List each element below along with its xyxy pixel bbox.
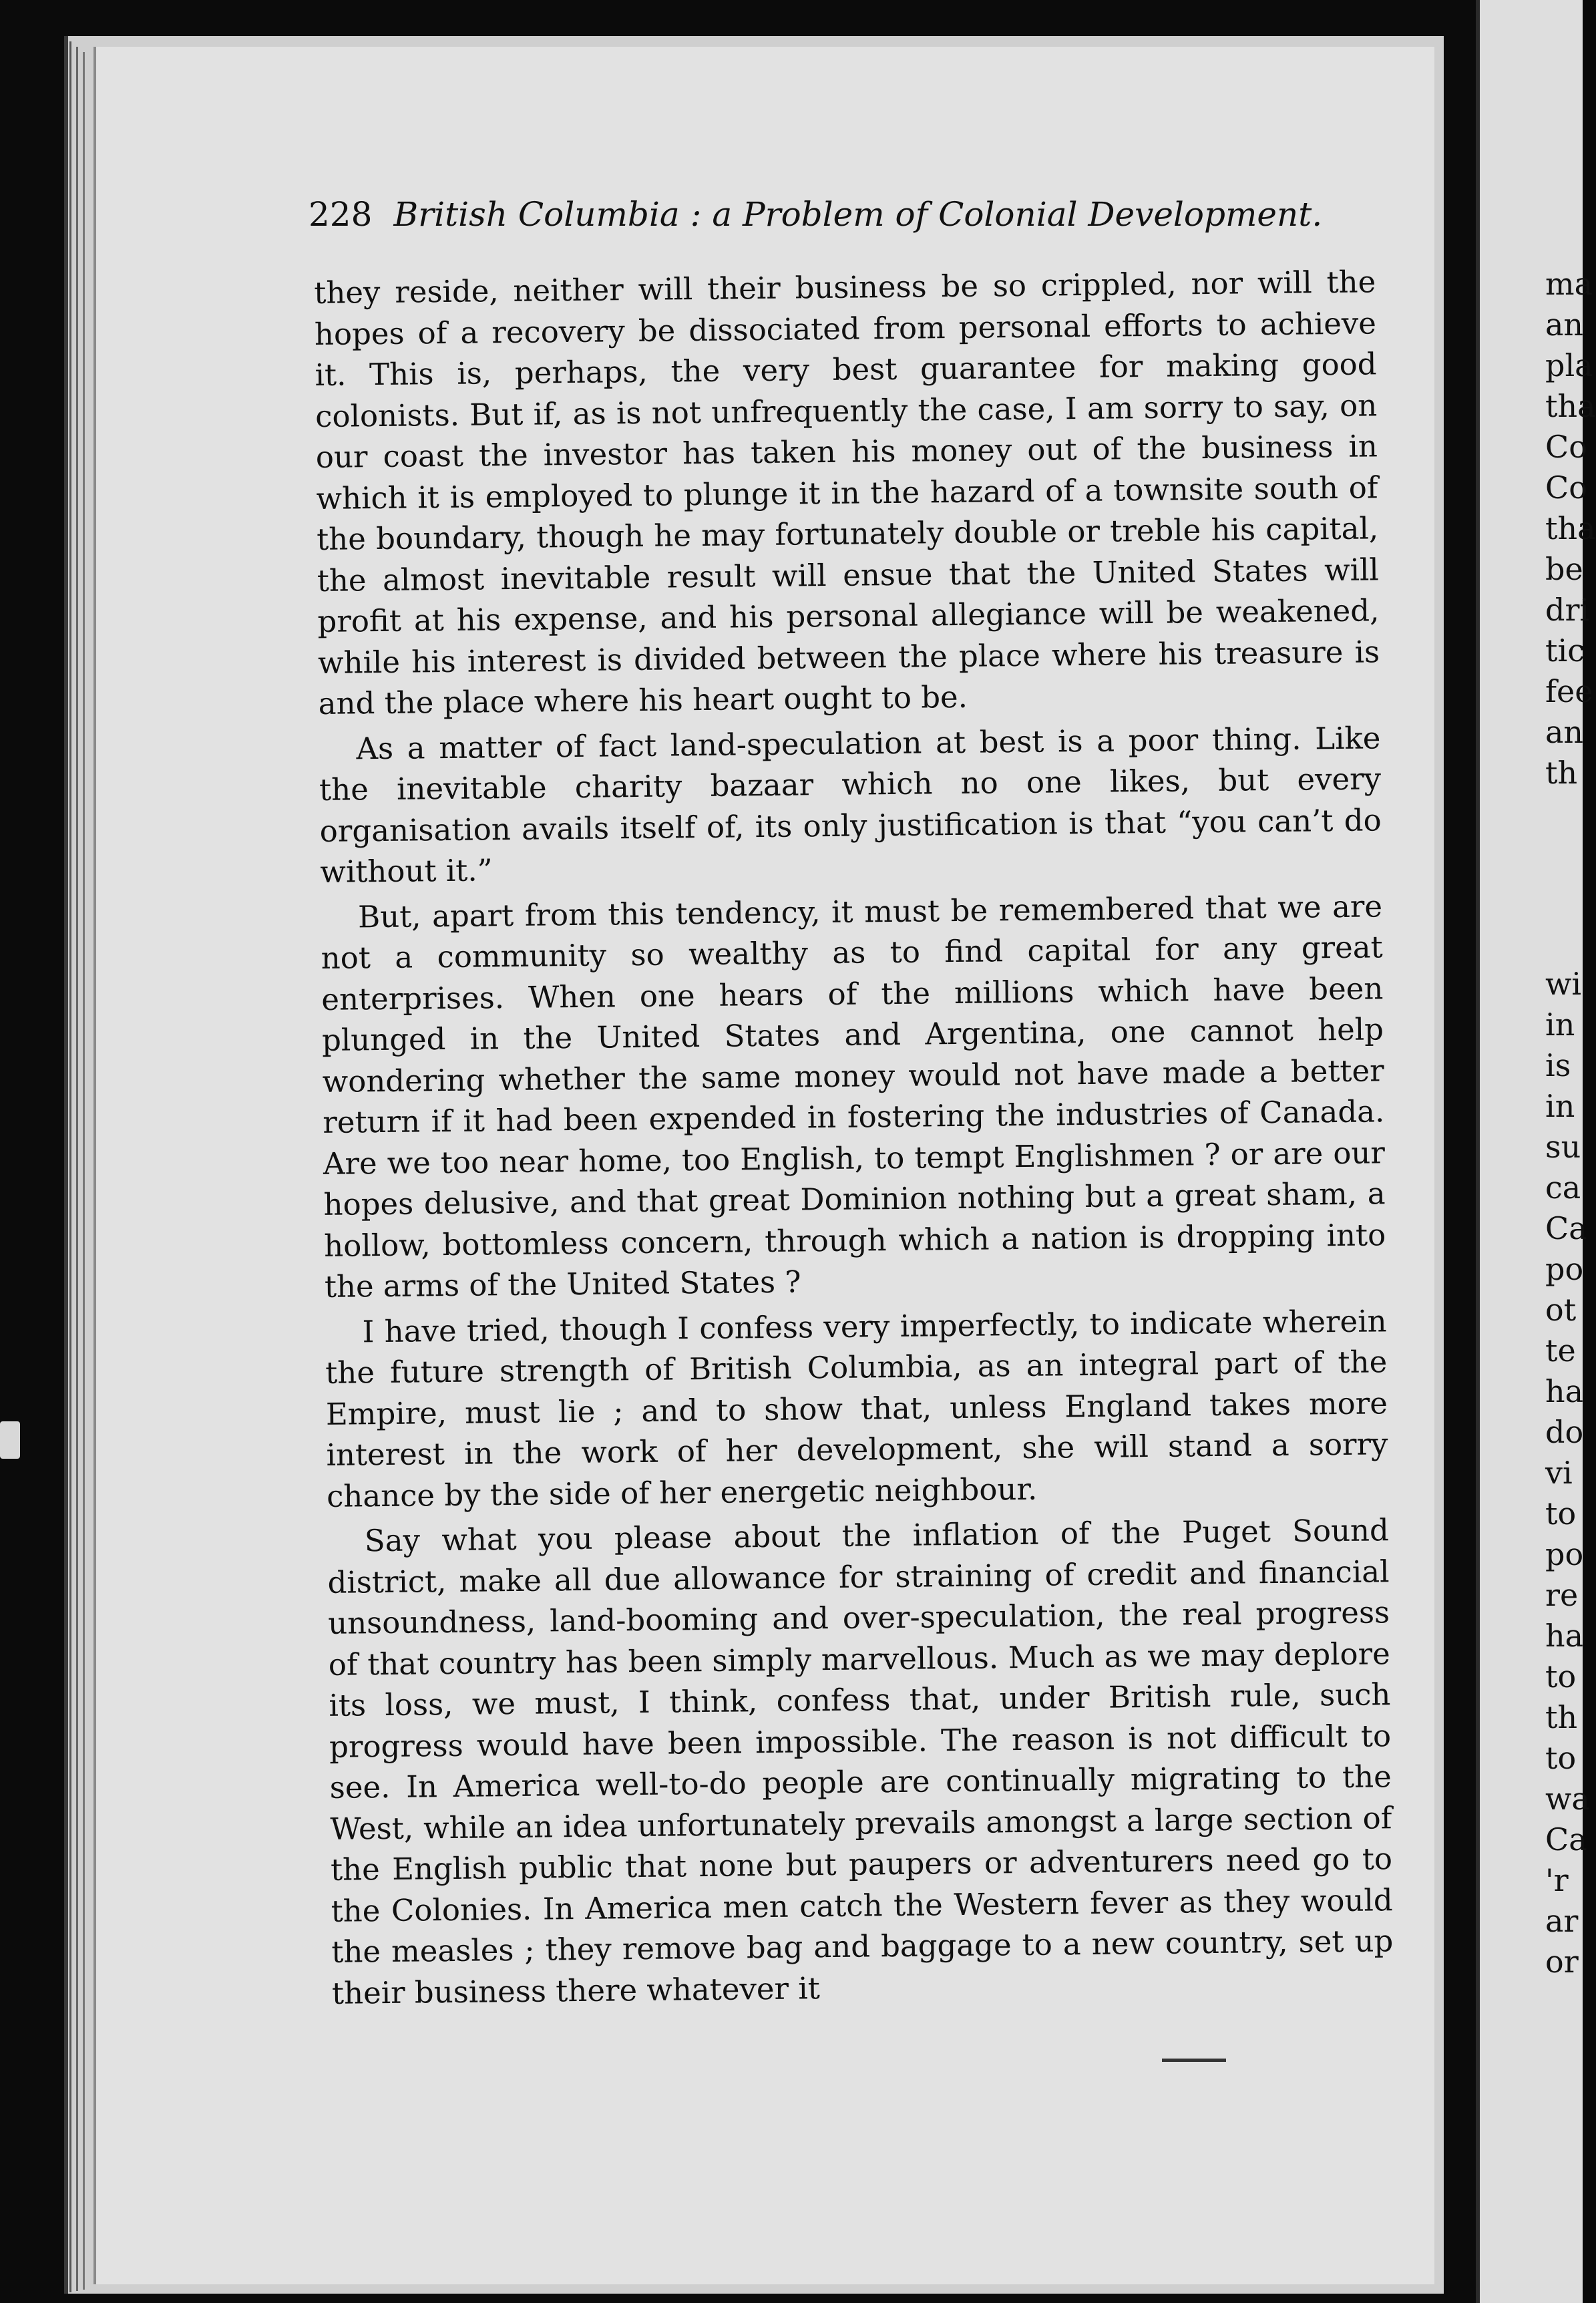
facing-page-fragment: tha <box>1545 388 1596 424</box>
facing-page-fragment: ha <box>1545 1618 1584 1654</box>
page-number: 228 <box>309 195 373 234</box>
facing-page-fragment: in <box>1545 1007 1575 1043</box>
running-head-title: British Columbia : a Problem of Colonial Development. <box>393 195 1323 234</box>
facing-page-fragment: Co <box>1545 429 1587 465</box>
facing-page-fragment: po <box>1545 1536 1584 1572</box>
facing-page-fragment: to <box>1545 1740 1577 1776</box>
facing-page-fragment: to <box>1545 1658 1577 1695</box>
paragraph: I have tried, though I confess very imperfectly, to indicate wherein the future strength of British Columbia, as an integral part of the Empire, must lie ; and to show that, unless England takes more interest in the work of her development, she will stand a sorry chance by the side of her energetic neighbour. <box>325 1302 1388 1514</box>
facing-page-fragment: Co <box>1545 470 1587 506</box>
facing-page-fragment: or <box>1545 1944 1579 1980</box>
body-text <box>314 261 1394 2018</box>
facing-page <box>1476 0 1596 2303</box>
facing-page-fragment: wa <box>1545 1781 1590 1817</box>
facing-page-fragment: fee <box>1545 673 1593 709</box>
running-header <box>309 195 1323 234</box>
facing-page-fragment: vi <box>1545 1455 1573 1491</box>
footer-rule <box>1162 2059 1226 2062</box>
facing-page-fragment: in <box>1545 1088 1575 1124</box>
facing-page-fragment: ma <box>1545 266 1593 302</box>
paragraph: they reside, neither will their business be so crippled, nor will the hopes of a recovery be dissociated from personal efforts to achieve it. This is, perhaps, the very best guarantee for making good colonists. But if, as is not unfrequently the case, I am sorry to say, on our coast the investor has taken his money out of the business in which it is employed to plunge it in the hazard of a townsite south of the boundary, though he may fortunately double or treble his capital, the almost inevitable result will ensue that the United States will profit at his expense, and his personal allegiance will be weakened, while his interest is divided between the place where his treasure is and the place where his heart ought to be. <box>314 264 1380 721</box>
facing-page-fragment: su <box>1545 1129 1581 1165</box>
paragraph: Say what you please about the inflation of the Puget Sound district, make all due allowance for straining of credit and financial unsoundness, land-booming and over-speculation, the real progress of that country has been simply marvellous. Much as we may deplore its loss, we must, I think, confess that, under British rule, such progress would have been impossible. The reason is not difficult to see. In America well-to-do people are continually migrating to the West, while an idea unfortunately prevails amongst a large section of the English public that none but paupers or adventurers need go to the Colonies. In America men catch the Western fever as they would the measles ; they remove bag and baggage to a new country, set up their business there whatever it <box>327 1512 1394 2011</box>
left-edge-mark <box>0 1421 20 1459</box>
paragraph: But, apart from this tendency, it must be remembered that we are not a community so wealthy as to find capital for any great enterprises. When one hears of the millions which have been plunged in the United States and Argentina, one cannot help wondering whether the same money would not have made a better return if it had been expended in fostering the industries of Canada. Are we too near home, too English, to tempt Englishmen ? or are our hopes delusive, and that great Dominion nothing but a great sham, a hollow, bottomless concern, through which a nation is dropping into the arms of the United States ? <box>321 888 1386 1304</box>
facing-page-fragment: re <box>1545 1577 1579 1613</box>
facing-page-fragment: an <box>1545 307 1584 343</box>
facing-page-fragment: te <box>1545 1333 1576 1369</box>
facing-page-fragment: Ca <box>1545 1210 1587 1246</box>
facing-page-fragment: do <box>1545 1414 1584 1450</box>
facing-page-fragment: 'r <box>1545 1862 1569 1898</box>
facing-page-fragment: ot <box>1545 1292 1577 1328</box>
facing-page-fragment: ha <box>1545 1373 1584 1409</box>
facing-page-fragment: po <box>1545 1251 1584 1287</box>
facing-page-fragment: Ca <box>1545 1821 1587 1857</box>
facing-page-fragment: to <box>1545 1495 1577 1532</box>
facing-page-fragment: be <box>1545 551 1583 587</box>
facing-page-fragment: an <box>1545 714 1584 750</box>
facing-page-fragment: tha <box>1545 510 1596 546</box>
facing-page-fragment: pla <box>1545 347 1593 383</box>
facing-page-fragment: wi <box>1545 966 1582 1002</box>
facing-page-fragment: is <box>1545 1047 1571 1083</box>
facing-page-fragment: dri <box>1545 592 1590 628</box>
facing-page-fragment: tic <box>1545 633 1585 669</box>
facing-page-fragment: ar <box>1545 1903 1579 1939</box>
facing-page-fragment: th <box>1545 1699 1578 1735</box>
facing-page-fragment: th <box>1545 755 1578 791</box>
facing-page-fragment: ca <box>1545 1170 1581 1206</box>
paragraph: As a matter of fact land-speculation at best is a poor thing. Like the inevitable charity bazaar which no one likes, but every organisation avails itself of, its only justification is that “you can’t do without it.” <box>319 719 1382 890</box>
